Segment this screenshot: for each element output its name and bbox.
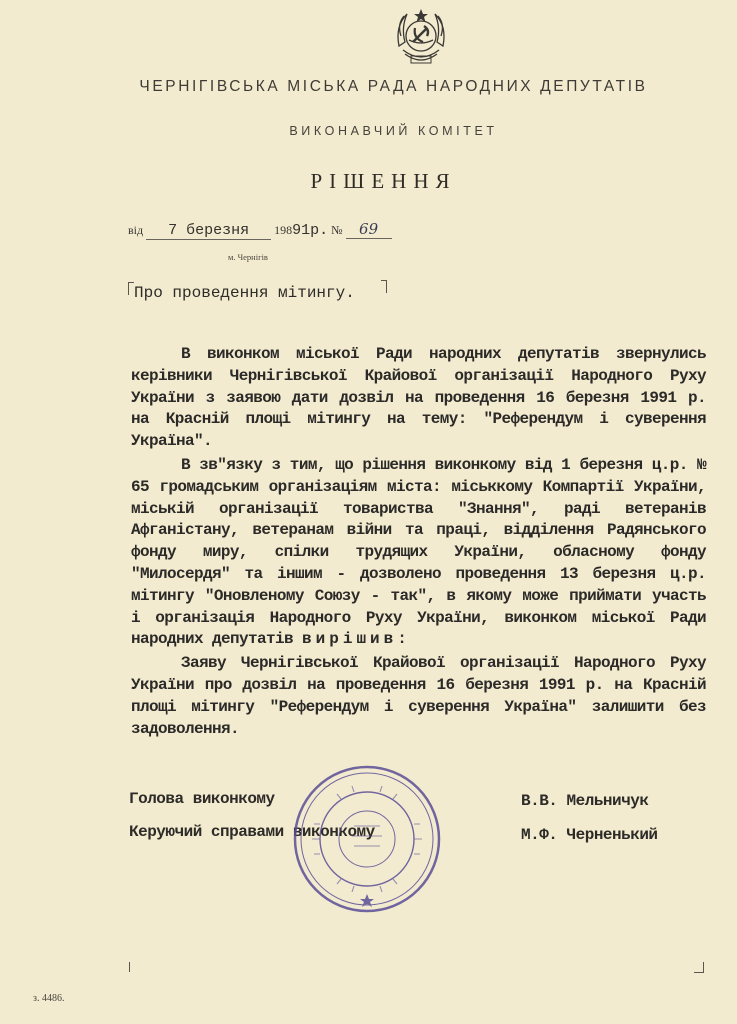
manager-name: М.Ф. Черненький [521, 826, 658, 844]
date-prefix: від [128, 223, 144, 237]
year-printed: 198 [274, 223, 293, 237]
ussr-emblem-icon [391, 6, 451, 68]
council-name: ЧЕРНІГІВСЬКА МІСЬКА РАДА НАРОДНИХ ДЕПУТАТІВ [139, 78, 648, 95]
decision-body [131, 344, 706, 740]
form-number: з. 4486. [33, 993, 65, 1004]
document-title: РІШЕННЯ [310, 169, 457, 193]
decision-number: 69 [359, 220, 379, 238]
bracket-corner [129, 962, 131, 972]
bracket-corner [694, 962, 704, 973]
paragraph-request: В виконком міської Ради народних депутатів звернулись керівники Чернігівської Крайової організації Народного Руху України з заявою дати дозвіл на проведення 16 березня 1991 р. на Красній площі мітингу на тему: "Референдум і суверення Україна". [131, 345, 706, 451]
decision-subject: Про проведення мітингу. [134, 284, 355, 302]
paragraph-resolution: Заяву Чернігівської Крайової організації Народного Руху України про дозвіл на проведення 16 березня 1991 р. на Красній площі мітингу "Референдум і суверення Україна" залишити без задоволення. [131, 654, 706, 738]
city-label: м. Чернігів [228, 252, 268, 262]
paragraph-context [131, 455, 706, 651]
decision-verb: вирішив: [302, 630, 411, 649]
official-stamp-icon [292, 764, 442, 914]
committee-name: ВИКОНАВЧИЙ КОМІТЕТ [289, 124, 498, 138]
paragraph-context-text: В зв"язку з тим, що рішення виконкому від 1 березня ц.р. № 65 громадським організаціям міста: міськкому Компартії України, міській організації товариства "Знання", раді ветеранів Афганістану, ветеранам війни та праці, відділення Радянського фонду миру, спілки трудящих України, обласному фонду "Милосердя" та іншим - дозволено проведення 13 березня ц.р. мітингу "Оновленому Союзу - так", в якому може приймати участь і організація Народного Руху України, виконком міської Ради народних депутатів [131, 455, 706, 649]
date-line [128, 220, 392, 240]
number-label: № [331, 223, 343, 237]
chair-name: В.В. Мельничук [521, 792, 649, 810]
bracket-corner [381, 280, 387, 293]
year-typed: 91р. [292, 222, 329, 239]
manager-title: Керуючий справами виконкому [129, 823, 375, 841]
decision-date: 7 березня [168, 222, 250, 239]
chair-title: Голова виконкому [129, 790, 275, 808]
